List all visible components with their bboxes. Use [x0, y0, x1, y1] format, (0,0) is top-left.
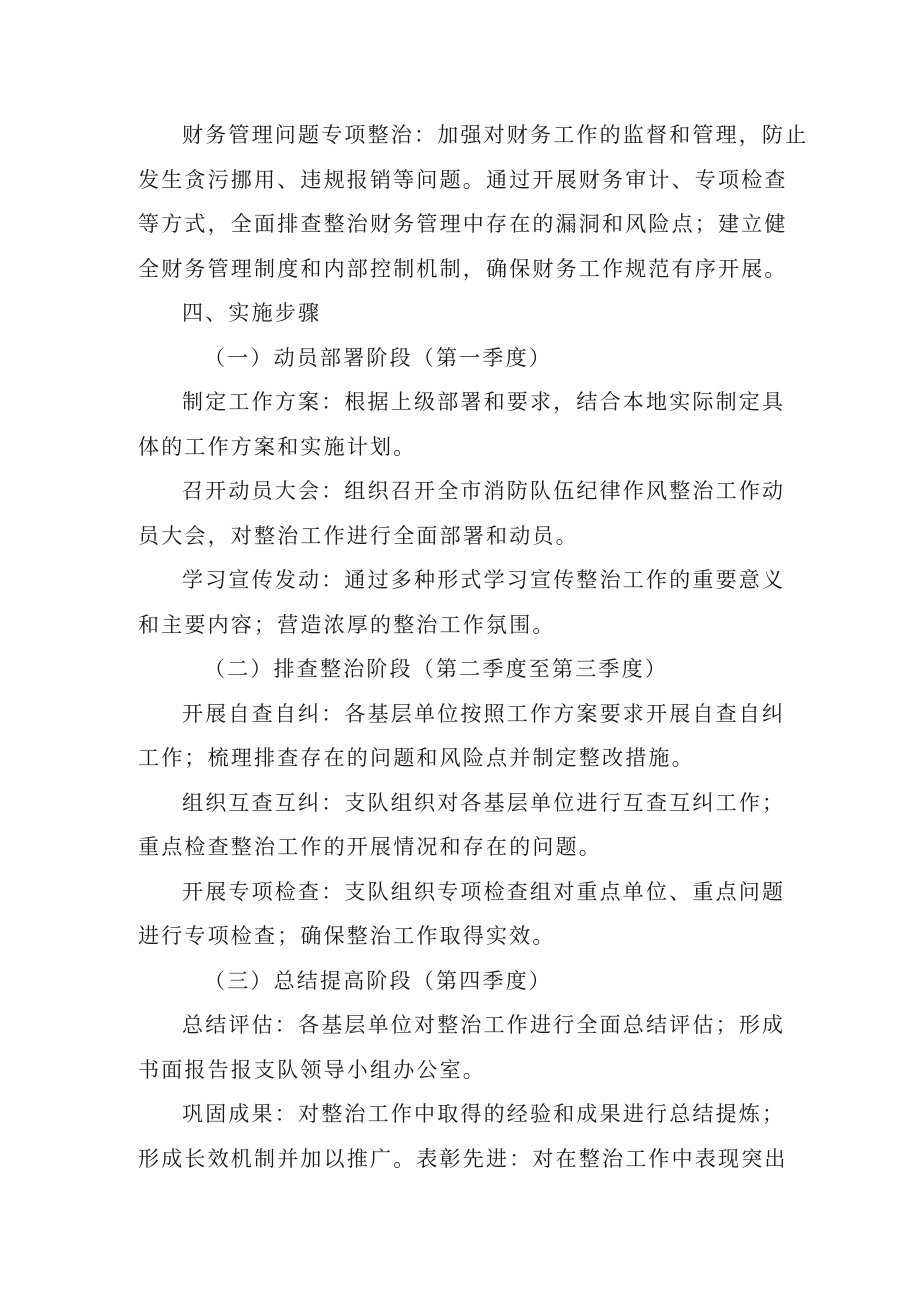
text-line: 组织互查互纠：支队组织对各基层单位进行互查互纠工作；: [182, 790, 786, 815]
text-line: 发生贪污挪用、违规报销等问题。通过开展财务审计、专项检查: [138, 167, 788, 192]
text-line: 工作；梳理排查存在的问题和风险点并制定整改措施。: [138, 746, 695, 770]
document-body: [138, 113, 809, 1181]
paragraph-self-check: [138, 692, 790, 781]
text-line: 财务管理问题专项整治：加强对财务工作的监督和管理，防止: [182, 123, 809, 147]
text-line: （二）排查整治阶段（第二季度至第三季度）: [204, 657, 668, 681]
text-line: 召开动员大会：组织召开全市消防队伍纪律作风整治工作动: [182, 479, 786, 503]
stage-heading-summary: [138, 959, 790, 1004]
paragraph-publicity: [138, 558, 790, 647]
paragraph-special-check: [138, 870, 790, 959]
text-line: 员大会，对整治工作进行全面部署和动员。: [138, 523, 579, 548]
text-line: 和主要内容；营造浓厚的整治工作氛围。: [138, 612, 556, 637]
text-line: 制定工作方案：根据上级部署和要求，结合本地实际制定具: [182, 390, 786, 414]
text-line: 进行专项检查；确保整治工作取得实效。: [138, 924, 556, 948]
paragraph-finance: [138, 113, 809, 291]
text-line: （一）动员部署阶段（第一季度）: [204, 345, 552, 370]
text-line: 形成长效机制并加以推广。表彰先进：对在整治工作中表现突出: [138, 1146, 788, 1171]
stage-heading-mobilization: [138, 336, 790, 381]
paragraph-mutual-check: [138, 781, 790, 870]
text-line: 四、实施步骤: [182, 301, 322, 325]
text-line: 开展专项检查：支队组织专项检查组对重点单位、重点问题: [182, 879, 786, 904]
paragraph-summary: [138, 1003, 790, 1092]
text-line: 重点检查整治工作的开展情况和存在的问题。: [138, 835, 602, 859]
text-line: 巩固成果：对整治工作中取得的经验和成果进行总结提炼；: [182, 1102, 786, 1126]
paragraph-plan: [138, 380, 790, 469]
text-line: 书面报告报支队领导小组办公室。: [138, 1057, 486, 1082]
paragraph-meeting: [138, 469, 790, 558]
text-line: （三）总结提高阶段（第四季度）: [204, 968, 552, 993]
stage-heading-investigation: [138, 647, 790, 692]
text-line: 开展自查自纠：各基层单位按照工作方案要求开展自查自纠: [182, 701, 786, 726]
text-line: 体的工作方案和实施计划。: [138, 434, 417, 459]
section-heading-implementation-steps: [138, 291, 790, 336]
text-line: 总结评估：各基层单位对整治工作进行全面总结评估；形成: [182, 1013, 786, 1037]
paragraph-consolidate: [138, 1092, 790, 1181]
text-line: 等方式，全面排查整治财务管理中存在的漏洞和风险点；建立健: [138, 212, 788, 236]
text-line: 全财务管理制度和内部控制机制，确保财务工作规范有序开展。: [138, 256, 788, 281]
text-line: 学习宣传发动：通过多种形式学习宣传整治工作的重要意义: [182, 568, 786, 592]
